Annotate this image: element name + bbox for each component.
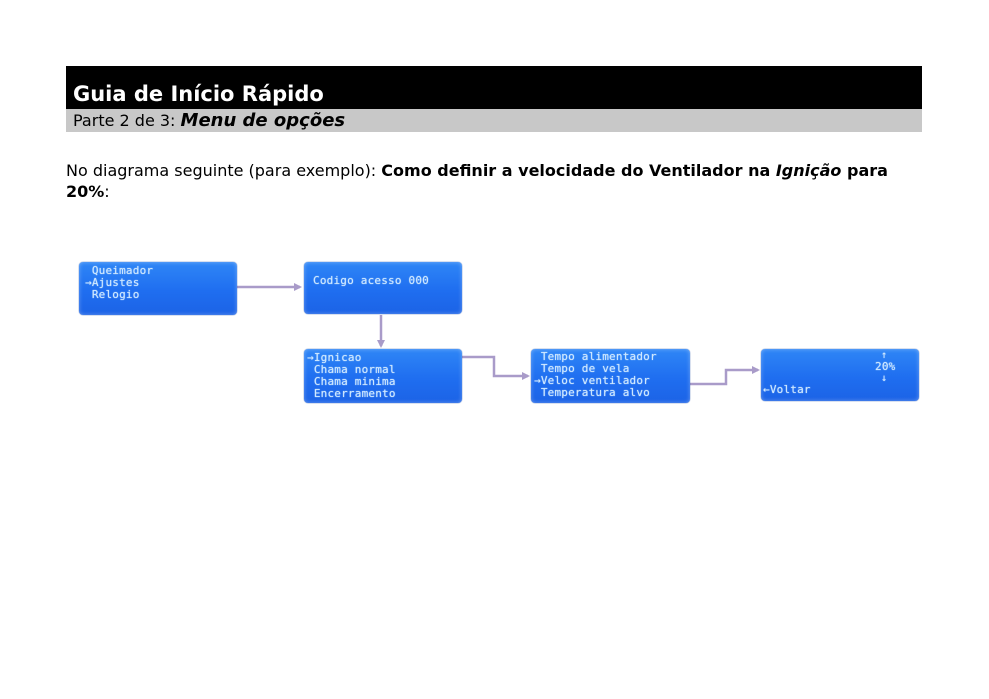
subtitle-emphasis: Menu de opções xyxy=(180,110,346,131)
intro-bold-1: Como definir a velocidade do Ventilador na xyxy=(381,161,771,180)
lcd-line: Temperatura alvo xyxy=(534,386,650,399)
page-title: Guia de Início Rápido xyxy=(73,82,324,106)
back-label: ←Voltar xyxy=(763,383,811,396)
lcd-main-menu xyxy=(79,262,237,315)
intro-plain: No diagrama seguinte (para exemplo): xyxy=(66,161,377,180)
up-arrow-icon: ↑ xyxy=(881,350,888,361)
lcd-line: →Ajustes xyxy=(85,276,140,289)
down-arrow-icon: ↓ xyxy=(881,373,888,384)
intro-bold-2: para 20% xyxy=(66,161,888,201)
lcd-line: →Veloc ventilador xyxy=(534,374,650,387)
lcd-line: Codigo acesso 000 xyxy=(313,274,429,287)
lcd-ignition-menu xyxy=(531,349,690,403)
fan-speed-value: 20% xyxy=(875,360,896,373)
lcd-line: Tempo alimentador xyxy=(534,350,657,363)
lcd-line: Tempo de vela xyxy=(534,362,630,375)
lcd-line: Relogio xyxy=(85,288,140,301)
lcd-line: Queimador xyxy=(85,264,154,277)
lcd-fan-value xyxy=(761,349,919,401)
lcd-line: Encerramento xyxy=(307,387,396,400)
subtitle-prefix: Parte 2 de 3: xyxy=(73,111,176,130)
intro-bold-italic: Ignição xyxy=(775,161,842,180)
arrow-settings-to-ignition xyxy=(462,357,528,376)
lcd-line: Chama normal xyxy=(307,363,396,376)
lcd-settings-menu xyxy=(304,349,462,403)
lcd-line: →Ignicao xyxy=(307,351,362,364)
lcd-access-code xyxy=(304,262,462,314)
lcd-line: Chama minima xyxy=(307,375,396,388)
intro-tail: : xyxy=(104,182,110,201)
arrow-ignition-to-fan xyxy=(690,370,758,384)
